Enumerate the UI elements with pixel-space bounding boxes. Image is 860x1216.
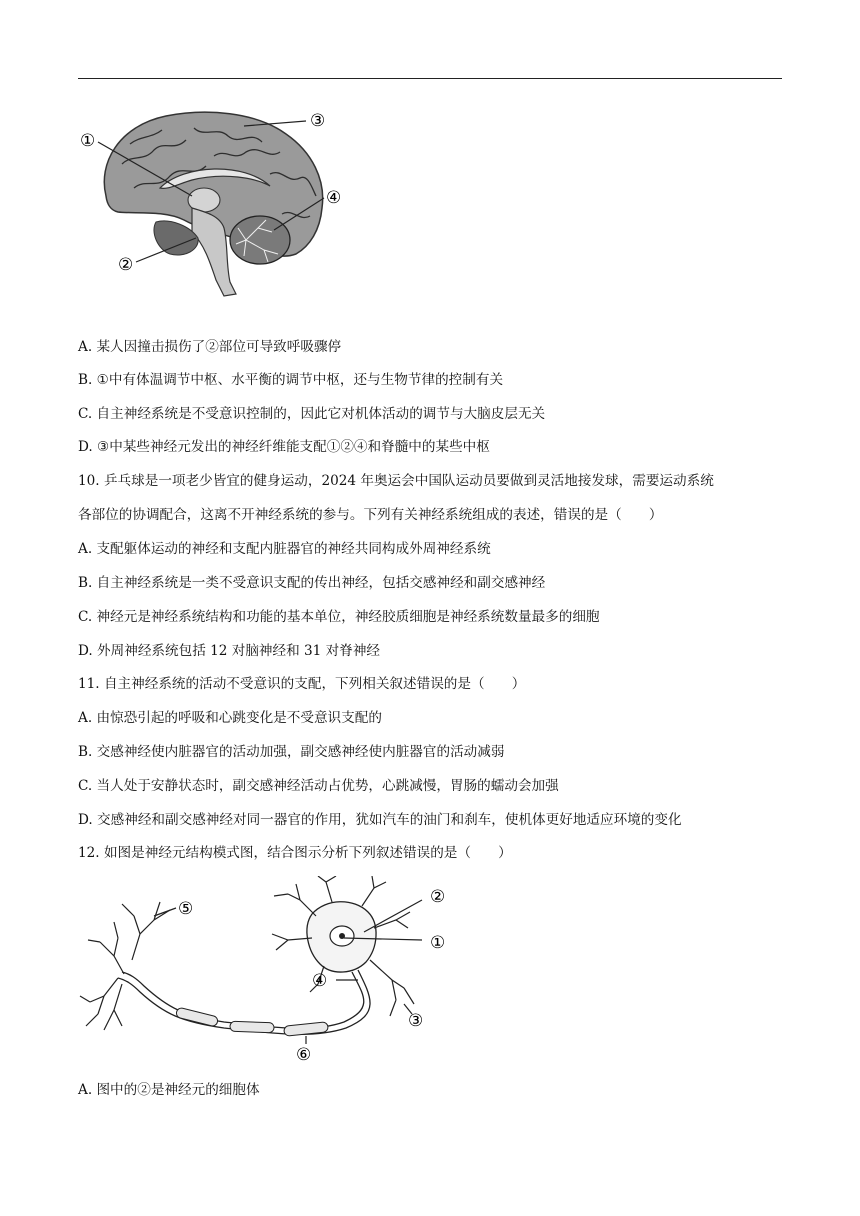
header-rule	[78, 78, 782, 79]
q10-option-a: A. 支配躯体运动的神经和支配内脏器官的神经共同构成外周神经系统	[78, 541, 491, 557]
q9-option-c: C. 自主神经系统是不受意识控制的，因此它对机体活动的调节与大脑皮层无关	[78, 406, 546, 422]
fig1-label-4: ④	[326, 188, 342, 208]
q10-stem-line1: 10. 乒乓球是一项老少皆宜的健身运动，2024 年奥运会中国队运动员要做到灵活地接发球，需要运动系统	[78, 473, 714, 489]
fig1-label-1: ①	[80, 131, 96, 151]
cerebellum	[230, 216, 290, 264]
q10-option-d: D. 外周神经系统包括 12 对脑神经和 31 对脊神经	[78, 643, 381, 659]
q11-option-a: A. 由惊恐引起的呼吸和心跳变化是不受意识支配的	[78, 710, 382, 726]
q9-option-d: D. ③中某些神经元发出的神经纤维能支配①②④和脊髓中的某些中枢	[78, 439, 490, 455]
fig1-label-2: ②	[118, 255, 134, 275]
fig2-label-2: ②	[430, 887, 446, 907]
fig2-label-1: ①	[430, 933, 446, 953]
neuron-figure	[74, 876, 474, 1066]
q12-option-a: A. 图中的②是神经元的细胞体	[78, 1082, 260, 1098]
brain-figure	[74, 104, 344, 304]
fig2-label-6: ⑥	[296, 1045, 312, 1065]
q11-option-d: D. 交感神经和副交感神经对同一器官的作用，犹如汽车的油门和刹车，使机体更好地适应环境的变化	[78, 812, 682, 828]
q11-option-c: C. 当人处于安静状态时，副交感神经活动占优势，心跳减慢，胃肠的蠕动会加强	[78, 778, 559, 794]
q12-stem: 12. 如图是神经元结构模式图，结合图示分析下列叙述错误的是（ ）	[78, 845, 512, 861]
q10-stem-line2: 各部位的协调配合，这离不开神经系统的参与。下列有关神经系统组成的表述，错误的是（ ）	[78, 507, 663, 523]
fig2-label-5: ⑤	[178, 899, 194, 919]
q10-option-c: C. 神经元是神经系统结构和功能的基本单位，神经胶质细胞是神经系统数量最多的细胞	[78, 609, 600, 625]
fig2-label-4: ④	[312, 971, 328, 991]
q10-option-b: B. 自主神经系统是一类不受意识支配的传出神经，包括交感神经和副交感神经	[78, 575, 546, 591]
fig2-label-3: ③	[408, 1011, 424, 1031]
q11-stem: 11. 自主神经系统的活动不受意识的支配，下列相关叙述错误的是（ ）	[78, 676, 526, 692]
q9-option-b: B. ①中有体温调节中枢、水平衡的调节中枢，还与生物节律的控制有关	[78, 372, 504, 388]
q11-option-b: B. 交感神经使内脏器官的活动加强，副交感神经使内脏器官的活动减弱	[78, 744, 505, 760]
q9-option-a: A. 某人因撞击损伤了②部位可导致呼吸骤停	[78, 339, 342, 355]
fig1-label-3: ③	[310, 111, 326, 131]
